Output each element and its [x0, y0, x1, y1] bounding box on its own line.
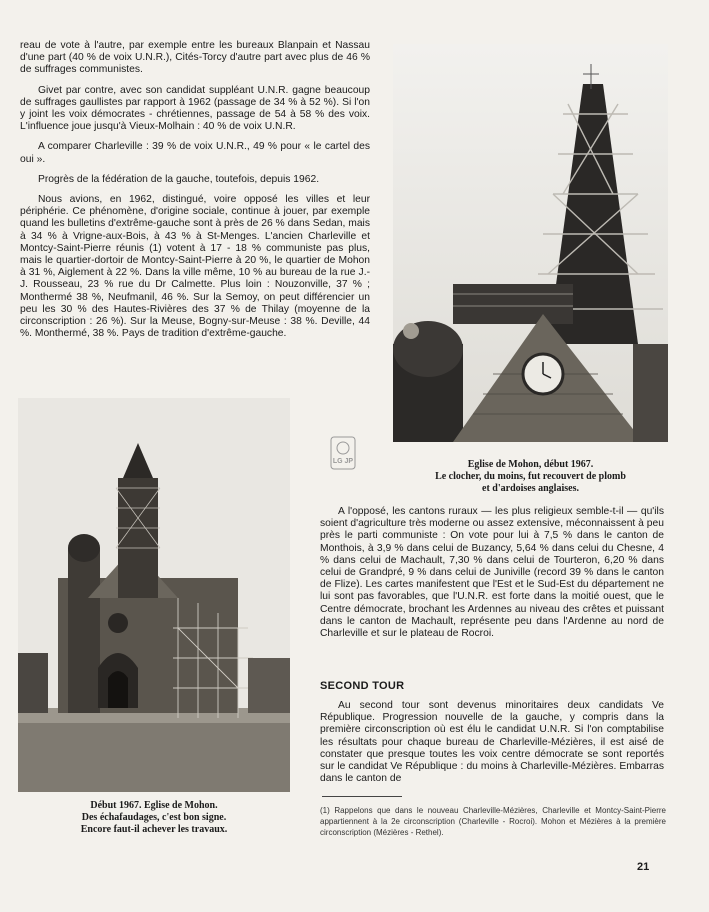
library-stamp-icon [330, 436, 356, 470]
caption-line: Eglise de Mohon, début 1967. [467, 459, 594, 470]
caption-line: Des échafaudages, c'est bon signe. [81, 812, 227, 823]
caption-line: Début 1967. Eglise de Mohon. [90, 800, 218, 811]
caption-line: Le clocher, du moins, fut recouvert de plomb [435, 471, 626, 482]
right-text-column-second-tour [320, 700, 664, 793]
svg-text:LG JP: LG JP [332, 458, 354, 465]
paragraph: reau de vote à l'autre, par exemple entre les bureaux Blanpain et Nassau d'une part (40 % de voix U.N.R.), Cités-Torcy d'autre part avec plus de 46 % de suffrages communistes. [20, 40, 370, 76]
church-illustration [18, 398, 290, 792]
section-heading: SECOND TOUR [320, 680, 405, 692]
caption-line: Encore faut-il achever les travaux. [80, 824, 228, 835]
photo-caption-top [393, 459, 668, 495]
photo-church-facade [18, 398, 290, 792]
photo-bell-tower [393, 44, 668, 442]
paragraph: Givet par contre, avec son candidat suppléant U.N.R. gagne beaucoup de suffrages gaullistes par rapport à 1962 (passage de 34 % à 52 %). Si l'on y joint les voix démocrates - chrétiennes, passage de 54 à 58 % des voix. L'influence joue jusqu'à Vieux-Molhain : 40 % de voix U.N.R. [20, 84, 370, 133]
footnote-divider [322, 796, 402, 797]
paragraph: Nous avions, en 1962, distingué, voire opposé les villes et leur périphérie. Ce phénomène, d'origine sociale, continue à jouer, par exemple quand les bulletins d'extrême-gauche sont à près de 26 % dans Sedan, mais à 34 % à Vrigne-aux-Bois, à 43 % à St-Menges. L'ancien Charleville et Montcy-Saint-Pierre réunis (1) votent à 17 - 18 % communiste pas plus, mais le quartier-dortoir de Montcy-Saint-Pierre à 20 %, le quartier de Mohon à 31 %, Aiglement à 22 %. Dans la ville même, 10 % au bureau de la rue J.-J. Rousseau, 23 % rue du Dr Calmette. Plus loin : Nouzonville, 37 % ; Monthermé 38 %, Neufmanil, 46 %. Sur la Semoy, on peut différencier un peu les 30 % des Hautes-Rivières des 37 % de Thilay (moyenne de la circonscription : 26 %). Sur la Meuse, Bogny-sur-Meuse : 38 %. Deville, 44 %. Monthermé, 38 %. Pays de tradition d'extrême-gauche. [20, 194, 370, 340]
paragraph: A l'opposé, les cantons ruraux — les plus religieux semble-t-il — qu'ils soient d'agriculture très moderne ou assez extensive, méconnaissent à peu près le parti communiste : On vote pour lui à 7,5 % dans le canton de Monthois, à 3,9 % dans celui de Buzancy, 5,64 % dans celui du Chesne, 4 % dans celui de Machault, 7,30 % dans celui de Tourteron, 6,20 % dans celui de Grandpré, 9 % dans celui de Juniville (record 39 % dans le canton de Flize). Les cartes manifestent que l'Est et le Sud-Est du département ne lui sont pas favorables, que l'U.N.R. est forte dans la moitié ouest, que le Centre démocrate, brochant les Ardennes au niveau des crêtes et puissant dans le canton de Machault, représente peu dans l'Ardenne au nord de Charleville et sur le plateau de Rocroi. [320, 506, 664, 640]
paragraph: Au second tour sont devenus minoritaires deux candidats Ve République. Progression nouvelle de la gauche, y compris dans la première circonscription où est élu le candidat U.N.R. Si l'on comptabilise les résultats pour chaque bureau de Charleville-Mézières, il est aisé de constater que presque toutes les voix centre démocrate se sont reportés sur le candidat Ve République : du moins à Charleville-Mézières. Embarras dans le canton de [320, 700, 664, 785]
bell-tower-illustration [393, 44, 668, 442]
right-text-column [320, 506, 664, 648]
footnote: (1) Rappelons que dans le nouveau Charleville-Mézières, Charleville et Montcy-Saint-Pierre appartiennent à la 2e circonscription (Charleville - Rocroi). Mohon et Mézières à la première circonscription (Mézières - Rethel). [320, 806, 666, 837]
caption-line: et d'ardoises anglaises. [482, 483, 579, 494]
page-number: 21 [637, 861, 650, 873]
paragraph: Progrès de la fédération de la gauche, toutefois, depuis 1962. [38, 173, 320, 185]
paragraph: A comparer Charleville : 39 % de voix U.N.R., 49 % pour « le cartel des oui ». [20, 141, 370, 165]
left-text-column [20, 40, 370, 348]
photo-caption-left [30, 800, 278, 836]
